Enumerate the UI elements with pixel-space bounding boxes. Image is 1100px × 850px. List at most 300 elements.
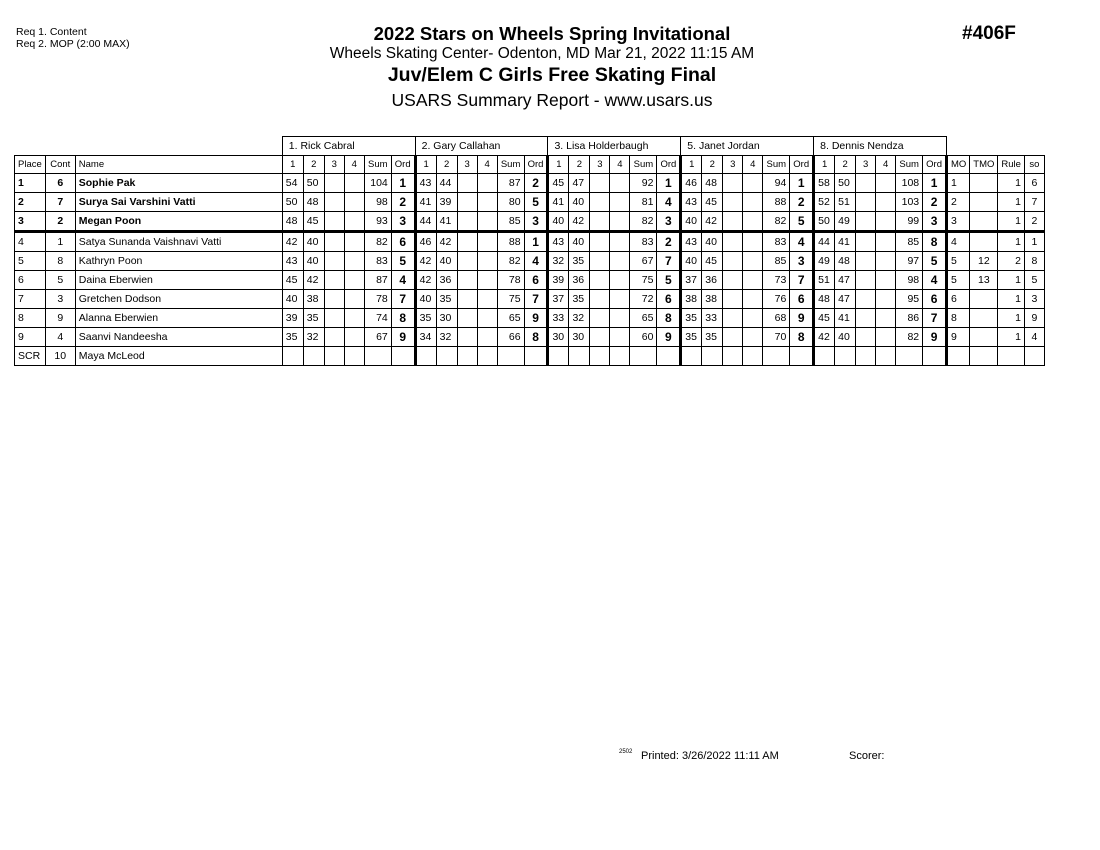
judge-score-cell: 44 [814, 232, 835, 252]
judge-score-cell [856, 252, 876, 271]
judge-score-cell: 45 [702, 193, 723, 212]
contestant-number-cell: 4 [45, 328, 75, 347]
result-row [15, 174, 1045, 193]
place-cell: 4 [15, 232, 46, 252]
judge-score-cell [876, 347, 896, 366]
judge-score-cell [876, 309, 896, 328]
judge-ordinal-cell: 2 [923, 193, 947, 212]
judge-score-cell [457, 232, 477, 252]
judge-score-cell [856, 193, 876, 212]
judge-sum-cell: 87 [497, 174, 524, 193]
venue-date-line: Wheels Skating Center- Odenton, MD Mar 21, 2022 11:15 AM [329, 45, 755, 62]
judge-score-cell [610, 290, 630, 309]
mo-cell: 1 [946, 174, 969, 193]
judge-score-cell [477, 174, 497, 193]
column-header-judge-2: 2 [303, 156, 324, 174]
judge-score-cell: 30 [569, 328, 590, 347]
judge-ordinal-cell: 1 [657, 174, 681, 193]
judge-score-cell [814, 347, 835, 366]
so-cell: 2 [1024, 212, 1044, 232]
judge-score-cell [610, 271, 630, 290]
judge-score-cell [610, 347, 630, 366]
requirement-2: Req 2. MOP (2:00 MAX) [16, 38, 130, 50]
judge-score-cell: 40 [569, 193, 590, 212]
judge-score-cell: 43 [681, 193, 702, 212]
judge-score-cell [723, 252, 743, 271]
contestant-number-cell: 1 [45, 232, 75, 252]
judge-score-cell [436, 347, 457, 366]
results-table [14, 136, 1045, 366]
judge-sum-cell: 75 [630, 271, 657, 290]
judge-ordinal-cell: 8 [790, 328, 814, 347]
so-cell [1024, 347, 1044, 366]
judge-ordinal-cell: 7 [923, 309, 947, 328]
judge-score-cell: 41 [835, 232, 856, 252]
column-header-judge-3: 3 [723, 156, 743, 174]
judge-ordinal-cell: 3 [524, 212, 548, 232]
place-cell: 7 [15, 290, 46, 309]
judge-name: 5. Janet Jordan [681, 137, 814, 156]
judge-score-cell [548, 347, 569, 366]
contestant-number-cell: 2 [45, 212, 75, 232]
judge-score-cell: 44 [436, 174, 457, 193]
judge-score-cell: 50 [835, 174, 856, 193]
judge-score-cell [856, 328, 876, 347]
judge-score-cell: 47 [569, 174, 590, 193]
judge-score-cell [743, 252, 763, 271]
judge-score-cell [282, 347, 303, 366]
judge-score-cell: 42 [436, 232, 457, 252]
judge-score-cell: 41 [436, 212, 457, 232]
event-name: Juv/Elem C Girls Free Skating Final [387, 64, 717, 86]
column-header-judge-2: 2 [835, 156, 856, 174]
judge-score-cell: 36 [569, 271, 590, 290]
mo-cell: 8 [946, 309, 969, 328]
judge-sum-cell: 67 [364, 328, 391, 347]
judge-score-cell: 39 [282, 309, 303, 328]
judge-score-cell: 47 [835, 290, 856, 309]
place-cell: SCR [15, 347, 46, 366]
column-header-judge-sum: Sum [364, 156, 391, 174]
judge-score-cell: 32 [436, 328, 457, 347]
judge-name: 1. Rick Cabral [282, 137, 415, 156]
judge-ordinal-cell: 6 [524, 271, 548, 290]
judge-sum-cell: 104 [364, 174, 391, 193]
judge-sum-cell: 88 [497, 232, 524, 252]
column-header-judge-1: 1 [681, 156, 702, 174]
judge-score-cell: 51 [835, 193, 856, 212]
judge-ordinal-cell: 8 [923, 232, 947, 252]
rule-cell: 1 [998, 174, 1025, 193]
judge-sum-cell: 83 [364, 252, 391, 271]
judge-ordinal-cell: 1 [923, 174, 947, 193]
judge-name: 2. Gary Callahan [415, 137, 548, 156]
judge-sum-cell: 108 [896, 174, 923, 193]
judge-score-cell [344, 212, 364, 232]
header-spacer [946, 137, 1044, 156]
column-header-judge-1: 1 [282, 156, 303, 174]
judge-score-cell [457, 193, 477, 212]
judge-sum-cell: 93 [364, 212, 391, 232]
judge-sum-cell: 82 [630, 212, 657, 232]
judge-score-cell: 43 [282, 252, 303, 271]
column-header-judge-ord: Ord [524, 156, 548, 174]
judge-score-cell [477, 290, 497, 309]
judge-score-cell [743, 271, 763, 290]
judge-sum-cell [896, 347, 923, 366]
judge-score-cell [590, 193, 610, 212]
judge-score-cell [610, 212, 630, 232]
judge-score-cell: 47 [835, 271, 856, 290]
judge-score-cell: 45 [702, 252, 723, 271]
column-header-place: Place [15, 156, 46, 174]
judge-sum-cell: 73 [763, 271, 790, 290]
judge-score-cell [590, 271, 610, 290]
judge-score-cell [344, 174, 364, 193]
so-cell: 6 [1024, 174, 1044, 193]
judge-score-cell: 50 [814, 212, 835, 232]
judge-sum-cell: 82 [364, 232, 391, 252]
judge-ordinal-cell: 9 [923, 328, 947, 347]
judge-score-cell [324, 347, 344, 366]
column-header-judge-4: 4 [344, 156, 364, 174]
judge-ordinal-cell: 9 [524, 309, 548, 328]
judge-score-cell: 32 [569, 309, 590, 328]
judge-ordinal-cell [657, 347, 681, 366]
judge-score-cell: 48 [702, 174, 723, 193]
skater-name-cell: Sophie Pak [75, 174, 282, 193]
judge-ordinal-cell [524, 347, 548, 366]
judge-score-cell: 40 [282, 290, 303, 309]
judge-score-cell [876, 271, 896, 290]
place-cell: 8 [15, 309, 46, 328]
judge-score-cell [477, 347, 497, 366]
judge-score-cell [344, 347, 364, 366]
column-header-judge-2: 2 [436, 156, 457, 174]
judge-score-cell: 40 [436, 252, 457, 271]
so-cell: 7 [1024, 193, 1044, 212]
judge-score-cell [344, 271, 364, 290]
judge-sum-cell: 82 [763, 212, 790, 232]
judge-score-cell: 46 [681, 174, 702, 193]
judge-sum-cell: 83 [630, 232, 657, 252]
column-header-judge-3: 3 [590, 156, 610, 174]
column-header-judge-2: 2 [702, 156, 723, 174]
judge-sum-cell [763, 347, 790, 366]
judge-ordinal-cell [923, 347, 947, 366]
judge-score-cell: 35 [569, 290, 590, 309]
judge-ordinal-cell: 9 [391, 328, 415, 347]
judge-score-cell: 40 [702, 232, 723, 252]
judge-score-cell: 46 [415, 232, 436, 252]
judge-score-cell: 33 [548, 309, 569, 328]
skater-name-cell: Gretchen Dodson [75, 290, 282, 309]
judge-score-cell [856, 290, 876, 309]
judge-score-cell: 40 [681, 212, 702, 232]
mo-cell: 6 [946, 290, 969, 309]
place-cell: 2 [15, 193, 46, 212]
judge-ordinal-cell: 7 [391, 290, 415, 309]
column-header-mo: MO [946, 156, 969, 174]
judge-score-cell: 42 [814, 328, 835, 347]
judge-ordinal-cell: 6 [391, 232, 415, 252]
rule-cell: 1 [998, 193, 1025, 212]
judge-sum-cell: 60 [630, 328, 657, 347]
column-header-judge-ord: Ord [923, 156, 947, 174]
judge-ordinal-cell: 3 [790, 252, 814, 271]
judge-score-cell: 35 [569, 252, 590, 271]
judge-ordinal-cell: 1 [524, 232, 548, 252]
judge-score-cell: 35 [415, 309, 436, 328]
contestant-number-cell: 5 [45, 271, 75, 290]
judge-ordinal-cell: 6 [657, 290, 681, 309]
tmo-cell [970, 290, 998, 309]
judge-score-cell [723, 193, 743, 212]
judge-score-cell: 33 [702, 309, 723, 328]
judge-score-cell [457, 252, 477, 271]
judge-score-cell: 42 [569, 212, 590, 232]
column-header-name: Name [75, 156, 282, 174]
judge-score-cell [324, 309, 344, 328]
mo-cell: 4 [946, 232, 969, 252]
column-header-judge-4: 4 [876, 156, 896, 174]
result-row [15, 252, 1045, 271]
printed-timestamp: Printed: 3/26/2022 11:11 AM [641, 750, 779, 762]
judge-score-cell [743, 174, 763, 193]
contestant-number-cell: 6 [45, 174, 75, 193]
judge-score-cell: 40 [569, 232, 590, 252]
judge-sum-cell [364, 347, 391, 366]
competition-title: 2022 Stars on Wheels Spring Invitational [373, 23, 731, 44]
judge-ordinal-cell: 4 [790, 232, 814, 252]
judge-score-cell [457, 290, 477, 309]
judge-ordinal-cell: 2 [391, 193, 415, 212]
judge-score-cell [457, 212, 477, 232]
rule-cell: 1 [998, 309, 1025, 328]
judge-score-cell [477, 193, 497, 212]
result-row [15, 347, 1045, 366]
rule-cell: 1 [998, 290, 1025, 309]
judge-sum-cell: 76 [763, 290, 790, 309]
judge-sum-cell: 83 [763, 232, 790, 252]
place-cell: 6 [15, 271, 46, 290]
judge-score-cell [590, 347, 610, 366]
place-cell: 5 [15, 252, 46, 271]
judge-score-cell: 45 [303, 212, 324, 232]
judge-sum-cell: 65 [497, 309, 524, 328]
so-cell: 1 [1024, 232, 1044, 252]
judge-score-cell [303, 347, 324, 366]
judge-score-cell: 54 [282, 174, 303, 193]
so-cell: 9 [1024, 309, 1044, 328]
judge-score-cell [324, 212, 344, 232]
judge-score-cell: 43 [548, 232, 569, 252]
judge-score-cell: 38 [681, 290, 702, 309]
judge-sum-cell: 65 [630, 309, 657, 328]
judge-sum-cell: 85 [497, 212, 524, 232]
judge-score-cell: 50 [303, 174, 324, 193]
judge-sum-cell: 86 [896, 309, 923, 328]
judge-score-cell [457, 271, 477, 290]
column-header-judge-1: 1 [814, 156, 835, 174]
judge-score-cell [477, 252, 497, 271]
judge-sum-cell: 81 [630, 193, 657, 212]
judge-ordinal-cell: 6 [790, 290, 814, 309]
result-row [15, 193, 1045, 212]
judge-ordinal-cell: 1 [790, 174, 814, 193]
column-header-cont: Cont [45, 156, 75, 174]
judge-score-cell [856, 212, 876, 232]
judge-score-cell [743, 309, 763, 328]
judge-score-cell [876, 252, 896, 271]
judge-score-cell: 32 [303, 328, 324, 347]
judge-score-cell: 41 [415, 193, 436, 212]
tmo-cell [970, 232, 998, 252]
result-row [15, 232, 1045, 252]
judge-score-cell: 30 [436, 309, 457, 328]
judge-score-cell: 36 [702, 271, 723, 290]
judge-score-cell [324, 193, 344, 212]
judge-score-cell: 35 [282, 328, 303, 347]
skater-name-cell: Megan Poon [75, 212, 282, 232]
judge-ordinal-cell: 3 [391, 212, 415, 232]
judge-sum-cell: 66 [497, 328, 524, 347]
skater-name-cell: Surya Sai Varshini Vatti [75, 193, 282, 212]
judge-score-cell: 36 [436, 271, 457, 290]
judge-score-cell: 49 [835, 212, 856, 232]
header-spacer [15, 137, 283, 156]
judge-sum-cell: 68 [763, 309, 790, 328]
judge-ordinal-cell: 4 [923, 271, 947, 290]
judge-ordinal-cell: 8 [524, 328, 548, 347]
scorer-label: Scorer: [849, 750, 885, 762]
column-header-tmo: TMO [970, 156, 998, 174]
judge-ordinal-cell [790, 347, 814, 366]
so-cell: 5 [1024, 271, 1044, 290]
rule-cell: 1 [998, 328, 1025, 347]
tmo-cell [970, 328, 998, 347]
mo-cell: 5 [946, 271, 969, 290]
result-row [15, 309, 1045, 328]
judge-score-cell [415, 347, 436, 366]
tmo-cell [970, 309, 998, 328]
place-cell: 3 [15, 212, 46, 232]
column-header-judge-sum: Sum [896, 156, 923, 174]
judge-score-cell [477, 232, 497, 252]
column-header-judge-2: 2 [569, 156, 590, 174]
judge-sum-cell: 75 [497, 290, 524, 309]
event-number: #406F [962, 23, 1016, 44]
column-header-judge-sum: Sum [630, 156, 657, 174]
judge-sum-cell: 70 [763, 328, 790, 347]
judge-score-cell [835, 347, 856, 366]
skater-name-cell: Kathryn Poon [75, 252, 282, 271]
judge-score-cell [723, 271, 743, 290]
column-header-judge-3: 3 [856, 156, 876, 174]
judge-score-cell [743, 232, 763, 252]
judge-score-cell [856, 174, 876, 193]
contestant-number-cell: 10 [45, 347, 75, 366]
tmo-cell [970, 193, 998, 212]
judge-name: 8. Dennis Nendza [814, 137, 947, 156]
judge-score-cell: 39 [436, 193, 457, 212]
rule-cell [998, 347, 1025, 366]
judge-ordinal-cell: 3 [657, 212, 681, 232]
contestant-number-cell: 7 [45, 193, 75, 212]
judge-score-cell [876, 328, 896, 347]
judge-ordinal-cell: 2 [524, 174, 548, 193]
judge-score-cell [876, 290, 896, 309]
judge-ordinal-cell: 5 [524, 193, 548, 212]
judge-score-cell [856, 271, 876, 290]
judge-score-cell [324, 252, 344, 271]
judge-ordinal-cell: 9 [790, 309, 814, 328]
judge-score-cell: 45 [548, 174, 569, 193]
judge-score-cell [344, 290, 364, 309]
judge-score-cell: 37 [681, 271, 702, 290]
requirement-1: Req 1. Content [16, 26, 87, 38]
column-header-rule: Rule [998, 156, 1025, 174]
judge-ordinal-cell: 8 [657, 309, 681, 328]
judge-score-cell [457, 174, 477, 193]
judge-score-cell [324, 232, 344, 252]
judge-score-cell [324, 328, 344, 347]
judge-ordinal-cell: 4 [524, 252, 548, 271]
rule-cell: 1 [998, 271, 1025, 290]
judge-sum-cell: 74 [364, 309, 391, 328]
judge-sum-cell: 88 [763, 193, 790, 212]
judge-score-cell [723, 290, 743, 309]
judge-score-cell: 43 [415, 174, 436, 193]
mo-cell: 3 [946, 212, 969, 232]
judge-name: 3. Lisa Holderbaugh [548, 137, 681, 156]
judge-score-cell: 35 [702, 328, 723, 347]
judge-score-cell [743, 212, 763, 232]
judge-ordinal-cell: 7 [657, 252, 681, 271]
column-header-judge-ord: Ord [657, 156, 681, 174]
judge-score-cell [876, 174, 896, 193]
judge-score-cell [856, 232, 876, 252]
judge-score-cell [457, 347, 477, 366]
skater-name-cell: Satya Sunanda Vaishnavi Vatti [75, 232, 282, 252]
so-cell: 4 [1024, 328, 1044, 347]
judge-score-cell [477, 328, 497, 347]
judge-score-cell: 42 [702, 212, 723, 232]
skater-name-cell: Saanvi Nandeesha [75, 328, 282, 347]
column-header-judge-sum: Sum [497, 156, 524, 174]
tmo-cell [970, 347, 998, 366]
column-header-judge-sum: Sum [763, 156, 790, 174]
result-row [15, 212, 1045, 232]
rule-cell: 2 [998, 252, 1025, 271]
judge-score-cell [344, 309, 364, 328]
contestant-number-cell: 9 [45, 309, 75, 328]
judge-sum-cell: 78 [497, 271, 524, 290]
judge-ordinal-cell: 9 [657, 328, 681, 347]
judge-score-cell [590, 174, 610, 193]
judge-sum-cell: 98 [896, 271, 923, 290]
judge-score-cell [856, 309, 876, 328]
judge-score-cell: 30 [548, 328, 569, 347]
judge-score-cell [457, 328, 477, 347]
judge-score-cell [743, 193, 763, 212]
judge-sum-cell: 80 [497, 193, 524, 212]
judge-score-cell: 58 [814, 174, 835, 193]
judge-score-cell [590, 309, 610, 328]
judge-score-cell: 45 [282, 271, 303, 290]
judge-score-cell: 42 [415, 271, 436, 290]
column-header-judge-4: 4 [477, 156, 497, 174]
